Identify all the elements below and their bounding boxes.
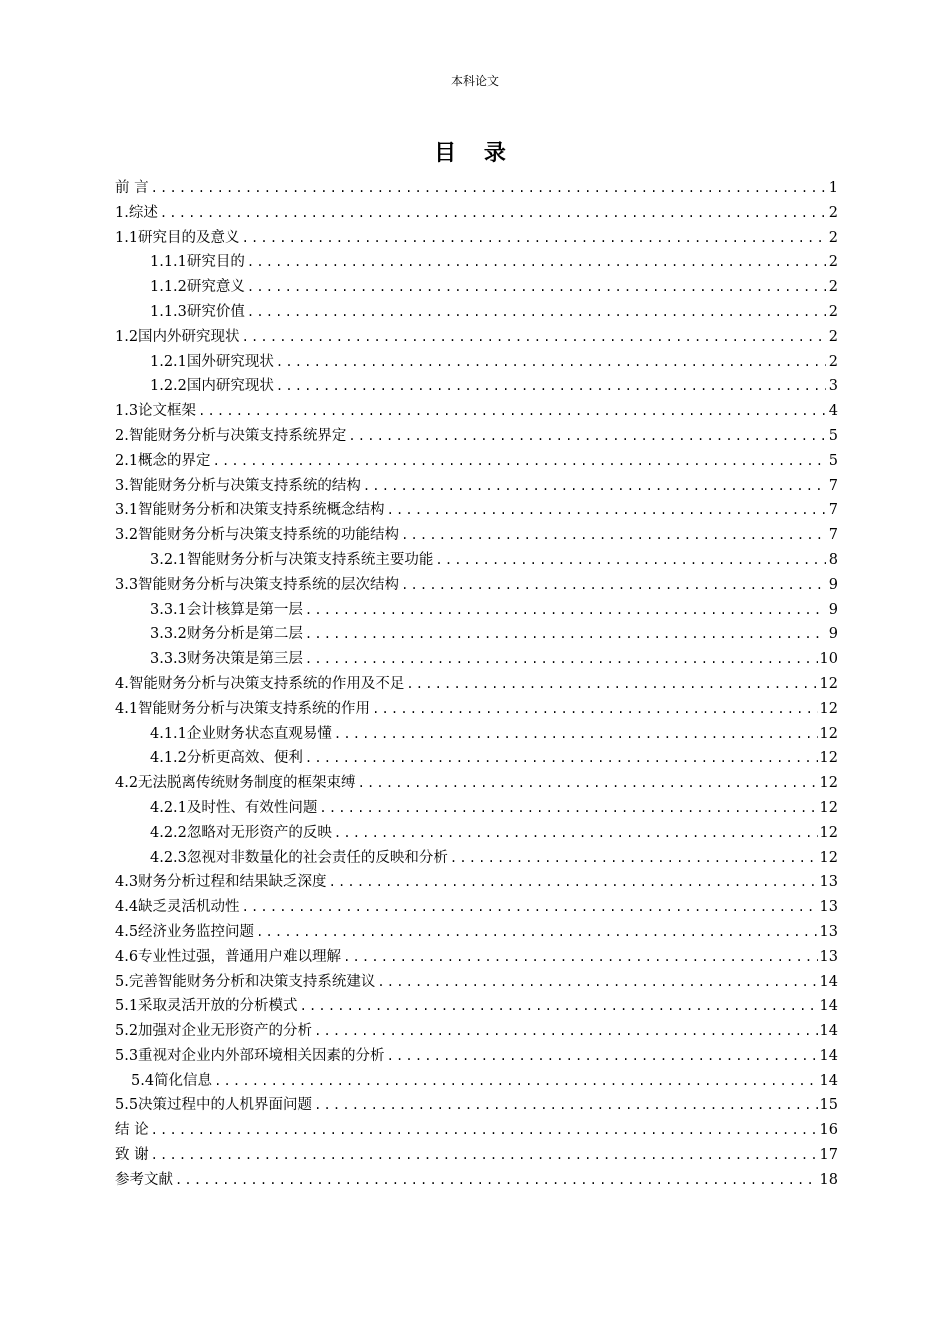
toc-entry-label: 3.3.1会计核算是第一层 [150, 601, 303, 618]
toc-entry[interactable] [115, 870, 838, 895]
toc-leader-dots [334, 722, 818, 747]
toc-leader-dots [214, 1069, 817, 1094]
toc-entry-page-number: 14 [819, 1072, 838, 1089]
toc-entry-label: 2.智能财务分析与决策支持系统界定 [115, 427, 347, 444]
toc-entry[interactable] [115, 250, 838, 275]
toc-entry[interactable] [115, 821, 838, 846]
toc-entry-page-number: 12 [819, 775, 838, 792]
toc-leader-dots [329, 870, 818, 895]
toc-leader-dots [358, 771, 818, 796]
toc-entry-label: 3.3智能财务分析与决策支持系统的层次结构 [115, 576, 400, 593]
toc-entry[interactable] [115, 350, 838, 375]
toc-entry[interactable] [115, 176, 838, 201]
table-of-contents [115, 176, 838, 1193]
toc-entry[interactable] [115, 746, 838, 771]
toc-entry-label: 3.2.1智能财务分析与决策支持系统主要功能 [150, 551, 434, 568]
toc-entry-page-number: 13 [819, 874, 838, 891]
toc-entry-page-number: 2 [828, 328, 838, 345]
toc-leader-dots [401, 573, 826, 598]
toc-entry-label: 3.3.3财务决策是第三层 [150, 651, 303, 668]
toc-leader-dots [160, 201, 826, 226]
toc-entry-label: 5.3重视对企业内外部环境相关因素的分析 [115, 1047, 385, 1064]
toc-entry-label: 参考文献 [115, 1171, 173, 1188]
toc-entry-page-number: 4 [828, 403, 838, 420]
toc-entry-label: 1.1研究目的及意义 [115, 229, 240, 246]
toc-entry-label: 4.智能财务分析与决策支持系统的作用及不足 [115, 675, 405, 692]
toc-entry[interactable] [115, 622, 838, 647]
toc-entry[interactable] [115, 771, 838, 796]
toc-entry[interactable] [115, 994, 838, 1019]
toc-leader-dots [242, 226, 826, 251]
toc-entry[interactable] [115, 647, 838, 672]
toc-entry-page-number: 9 [828, 576, 838, 593]
toc-entry[interactable] [115, 1019, 838, 1044]
toc-entry-label: 4.2.1及时性、有效性问题 [150, 799, 318, 816]
toc-leader-dots [334, 821, 818, 846]
toc-leader-dots [314, 1019, 817, 1044]
toc-entry-page-number: 5 [828, 452, 838, 469]
toc-entry[interactable] [115, 300, 838, 325]
toc-entry-page-number: 2 [828, 279, 838, 296]
toc-entry-label: 4.4缺乏灵活机动性 [115, 899, 240, 916]
toc-entry-page-number: 2 [828, 204, 838, 221]
toc-entry-page-number: 12 [819, 849, 838, 866]
toc-entry-page-number: 12 [819, 799, 838, 816]
toc-leader-dots [319, 796, 817, 821]
toc-entry-label: 4.1智能财务分析与决策支持系统的作用 [115, 700, 371, 717]
toc-entry[interactable] [115, 1069, 838, 1094]
toc-entry-label: 4.5经济业务监控问题 [115, 923, 255, 940]
toc-entry[interactable] [115, 325, 838, 350]
toc-entry-page-number: 16 [819, 1122, 838, 1139]
toc-entry[interactable] [115, 201, 838, 226]
toc-entry-label: 3.3.2财务分析是第二层 [150, 626, 303, 643]
toc-entry-page-number: 10 [819, 651, 838, 668]
toc-entry-label: 5.2加强对企业无形资产的分析 [115, 1023, 313, 1040]
toc-entry[interactable] [115, 722, 838, 747]
toc-entry-label: 2.1概念的界定 [115, 452, 211, 469]
toc-entry-label: 1.1.1研究目的 [150, 254, 245, 271]
toc-entry-label: 1.3论文框架 [115, 403, 197, 420]
toc-entry-page-number: 2 [828, 229, 838, 246]
toc-leader-dots [435, 548, 826, 573]
toc-leader-dots [151, 176, 826, 201]
toc-entry-label: 5.完善智能财务分析和决策支持系统建议 [115, 973, 376, 990]
toc-entry-page-number: 9 [828, 601, 838, 618]
toc-entry[interactable] [115, 920, 838, 945]
toc-entry[interactable] [115, 895, 838, 920]
toc-entry[interactable] [115, 498, 838, 523]
toc-entry-page-number: 5 [828, 427, 838, 444]
toc-entry[interactable] [115, 449, 838, 474]
toc-entry-page-number: 12 [819, 824, 838, 841]
toc-entry-label: 4.1.1企业财务状态直观易懂 [150, 725, 332, 742]
toc-leader-dots [151, 1118, 818, 1143]
toc-entry-page-number: 7 [828, 477, 838, 494]
toc-entry[interactable] [115, 1093, 838, 1118]
toc-entry[interactable] [115, 598, 838, 623]
toc-entry-page-number: 14 [819, 1023, 838, 1040]
toc-entry-label: 结 论 [115, 1122, 149, 1139]
toc-entry-page-number: 3 [828, 378, 838, 395]
toc-entry-page-number: 12 [819, 725, 838, 742]
toc-entry-page-number: 9 [828, 626, 838, 643]
toc-entry-label: 前 言 [115, 180, 149, 196]
toc-entry-page-number: 13 [819, 923, 838, 940]
toc-entry-label: 3.智能财务分析与决策支持系统的结构 [115, 477, 361, 494]
toc-entry-label: 1.1.2研究意义 [150, 279, 245, 296]
toc-leader-dots [387, 498, 826, 523]
toc-entry[interactable] [115, 1168, 838, 1193]
toc-entry-page-number: 7 [828, 502, 838, 519]
toc-leader-dots [343, 945, 817, 970]
toc-entry[interactable] [115, 548, 838, 573]
toc-leader-dots [401, 523, 826, 548]
toc-entry-page-number: 2 [828, 353, 838, 370]
toc-leader-dots [151, 1143, 818, 1168]
toc-entry-page-number: 8 [828, 551, 838, 568]
toc-entry-page-number: 12 [819, 675, 838, 692]
toc-entry[interactable] [115, 1143, 838, 1168]
toc-entry[interactable] [115, 1118, 838, 1143]
toc-leader-dots [377, 970, 817, 995]
toc-title: 目 录 [434, 141, 516, 166]
toc-entry-label: 5.4简化信息 [131, 1072, 213, 1089]
toc-entry-label: 1.2.2国内研究现状 [150, 378, 274, 395]
toc-entry-label: 致 谢 [115, 1147, 149, 1164]
toc-leader-dots [242, 325, 826, 350]
toc-entry-page-number: 2 [828, 303, 838, 320]
toc-entry-label: 4.3财务分析过程和结果缺乏深度 [115, 874, 327, 891]
toc-leader-dots [305, 647, 818, 672]
toc-entry-page-number: 7 [828, 527, 838, 544]
toc-entry-page-number: 14 [819, 1047, 838, 1064]
toc-entry[interactable] [115, 424, 838, 449]
toc-leader-dots [372, 697, 817, 722]
toc-entry-label: 4.6专业性过强，普通用户难以理解 [115, 948, 342, 965]
toc-leader-dots [305, 746, 818, 771]
toc-entry-page-number: 13 [819, 948, 838, 965]
toc-entry-label: 4.2无法脱离传统财务制度的框架束缚 [115, 775, 356, 792]
running-header: 本科论文 [450, 74, 499, 88]
toc-leader-dots [305, 622, 826, 647]
toc-leader-dots [314, 1093, 817, 1118]
toc-entry-page-number: 13 [819, 899, 838, 916]
toc-entry-page-number: 14 [819, 973, 838, 990]
toc-entry-page-number: 17 [819, 1147, 838, 1164]
toc-entry[interactable] [115, 523, 838, 548]
toc-leader-dots [256, 920, 817, 945]
toc-leader-dots [247, 300, 826, 325]
toc-leader-dots [213, 449, 826, 474]
toc-entry[interactable] [115, 1044, 838, 1069]
toc-leader-dots [305, 598, 826, 623]
toc-entry-page-number: 14 [819, 998, 838, 1015]
toc-leader-dots [247, 275, 826, 300]
toc-entry[interactable] [115, 697, 838, 722]
toc-entry[interactable] [115, 573, 838, 598]
toc-leader-dots [387, 1044, 818, 1069]
toc-entry[interactable] [115, 399, 838, 424]
toc-entry[interactable] [115, 672, 838, 697]
toc-entry-label: 4.2.3忽视对非数量化的社会责任的反映和分析 [150, 849, 448, 866]
toc-entry-label: 4.1.2分析更高效、便利 [150, 750, 303, 767]
toc-entry-page-number: 18 [819, 1171, 838, 1188]
toc-entry[interactable] [115, 945, 838, 970]
toc-entry-page-number: 2 [828, 254, 838, 271]
toc-entry-label: 1.1.3研究价值 [150, 303, 245, 320]
toc-entry-label: 3.2智能财务分析与决策支持系统的功能结构 [115, 527, 400, 544]
toc-entry-page-number: 12 [819, 700, 838, 717]
toc-entry[interactable] [115, 226, 838, 251]
toc-leader-dots [406, 672, 817, 697]
toc-leader-dots [348, 424, 826, 449]
toc-entry-label: 1.2国内外研究现状 [115, 328, 240, 345]
toc-leader-dots [276, 350, 826, 375]
toc-leader-dots [198, 399, 826, 424]
toc-entry[interactable] [115, 970, 838, 995]
toc-leader-dots [247, 250, 826, 275]
toc-entry-label: 5.5决策过程中的人机界面问题 [115, 1097, 313, 1114]
toc-entry[interactable] [115, 275, 838, 300]
toc-entry[interactable] [115, 374, 838, 399]
toc-entry-label: 4.2.2忽略对无形资产的反映 [150, 824, 332, 841]
toc-entry-page-number: 15 [819, 1097, 838, 1114]
toc-entry-page-number: 12 [819, 750, 838, 767]
toc-leader-dots [363, 474, 826, 499]
toc-entry-label: 1.2.1国外研究现状 [150, 353, 274, 370]
toc-entry-page-number: 1 [828, 180, 838, 196]
toc-leader-dots [175, 1168, 818, 1193]
toc-leader-dots [242, 895, 818, 920]
toc-entry[interactable] [115, 846, 838, 871]
toc-leader-dots [450, 846, 818, 871]
toc-entry-label: 1.综述 [115, 204, 158, 221]
toc-entry[interactable] [115, 796, 838, 821]
toc-entry-label: 3.1智能财务分析和决策支持系统概念结构 [115, 502, 385, 519]
toc-leader-dots [300, 994, 818, 1019]
toc-entry[interactable] [115, 474, 838, 499]
toc-leader-dots [276, 374, 826, 399]
toc-entry-label: 5.1采取灵活开放的分析模式 [115, 998, 298, 1015]
